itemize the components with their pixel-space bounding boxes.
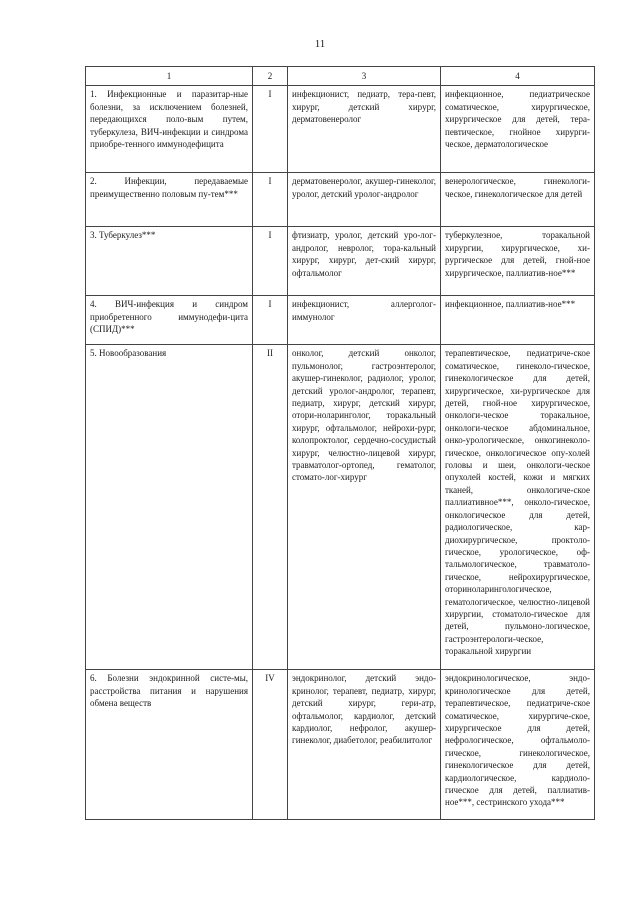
table-header-row (86, 67, 595, 86)
disease-cell: 5. Новообразования (86, 345, 253, 670)
table-row (86, 227, 595, 296)
column-header-4: 4 (441, 67, 595, 86)
table-row (86, 86, 595, 173)
specialists-cell: эндокринолог, детский эндо-кринолог, терапевт, педиатр, хирург, детский хирург, гери-атр, офтальмолог, кардиолог, детский кардиолог, нефролог, акушер-гинеколог, диабетолог, реабилитолог (288, 670, 441, 820)
table-row (86, 345, 595, 670)
disease-cell: 4. ВИЧ-инфекция и синдром приобретенного иммунодефи-цита (СПИД)*** (86, 296, 253, 345)
group-cell: I (253, 227, 288, 296)
specialists-cell: дерматовенеролог, акушер-гинеколог, уролог, детский уролог-андролог (288, 173, 441, 227)
group-cell: I (253, 86, 288, 173)
column-header-1: 1 (86, 67, 253, 86)
profiles-cell: терапевтическое, педиатриче-ское соматическое, гинеколо-гическое, гинекологическое для детей, хирургическое, хи-рургическое для детей, гной-ное хирургическое, онкологи-ческое торакальное, онкологи-ческое абдоминальное, онко-урологическое, онкогинеколо-гическое, онкологическое опу-холей головы и шеи, онкологи-ческое опухолей костей, кожи и мягких тканей, онкологиче-ское паллиативное***, онколо-гическое, онкологическое для детей, радиологическое, кар-диохирургическое, проктоло-гическое, урологическое, оф-тальмологическое, травматоло-гическое, нейрохирургическое, оториноларингологическое, гематологическое, челюстно-лицевой хирургии, стоматоло-гическое для детей, пульмоно-логическое, гастроэнтерологи-ческое, торакальной хирургии (441, 345, 595, 670)
profiles-cell: инфекционное, паллиатив-ное*** (441, 296, 595, 345)
group-cell: IV (253, 670, 288, 820)
specialists-cell: онколог, детский онколог, пульмонолог, гастроэнтеролог, акушер-гинеколог, радиолог, уролог, детский уролог-андролог, терапевт, педиатр, хирург, детский хирург, отори-ноларинголог, торакальный хирург, офтальмолог, нейрохи-рург, колопроктолог, сердечно-сосудистый хирург, челюстно-лицевой хирург, травматолог-ортопед, гематолог, стомато-лог-хирург (288, 345, 441, 670)
table-row (86, 670, 595, 820)
table-row (86, 173, 595, 227)
disease-cell: 1. Инфекционные и паразитар-ные болезни, за исключением болезней, передающихся поло-вым путем, туберкулеза, ВИЧ-инфекции и синдрома приобре-тенного иммунодефицита (86, 86, 253, 173)
specialists-cell: инфекционист, педиатр, тера-певт, хирург, детский хирург, дерматовенеролог (288, 86, 441, 173)
disease-cell: 2. Инфекции, передаваемые преимущественно половым пу-тем*** (86, 173, 253, 227)
specialists-cell: фтизиатр, уролог, детский уро-лог-андролог, невролог, тора-кальный хирург, хирург, дет-ский хирург, офтальмолог (288, 227, 441, 296)
profiles-cell: венерологическое, гинекологи-ческое, гинекологическое для детей (441, 173, 595, 227)
specialists-cell: инфекционист, аллерголог-иммунолог (288, 296, 441, 345)
disease-specialist-table (85, 66, 595, 820)
profiles-cell: эндокринологическое, эндо-кринологическое для детей, терапевтическое, педиатриче-ское соматическое, хирургиче-ское, хирургическое для детей, нефрологическое, офтальмоло-гическое, гинекологическое, гинекологическое для детей, кардиологическое, кардиоло-гическое для детей, паллиатив-ное***, сестринского ухода*** (441, 670, 595, 820)
profiles-cell: инфекционное, педиатрическое соматическое, хирургическое, хирургическое для детей, тера-певтическое, гнойное хирурги-ческое, дерматологическое (441, 86, 595, 173)
column-header-2: 2 (253, 67, 288, 86)
group-cell: I (253, 296, 288, 345)
group-cell: I (253, 173, 288, 227)
profiles-cell: туберкулезное, торакальной хирургии, хирургическое, хи-рургическое для детей, гной-ное хирургическое, паллиатив-ное*** (441, 227, 595, 296)
column-header-3: 3 (288, 67, 441, 86)
group-cell: II (253, 345, 288, 670)
page-number: 11 (314, 38, 326, 50)
disease-cell: 6. Болезни эндокринной систе-мы, расстройства питания и нарушения обмена веществ (86, 670, 253, 820)
disease-cell: 3. Туберкулез*** (86, 227, 253, 296)
table-row (86, 296, 595, 345)
